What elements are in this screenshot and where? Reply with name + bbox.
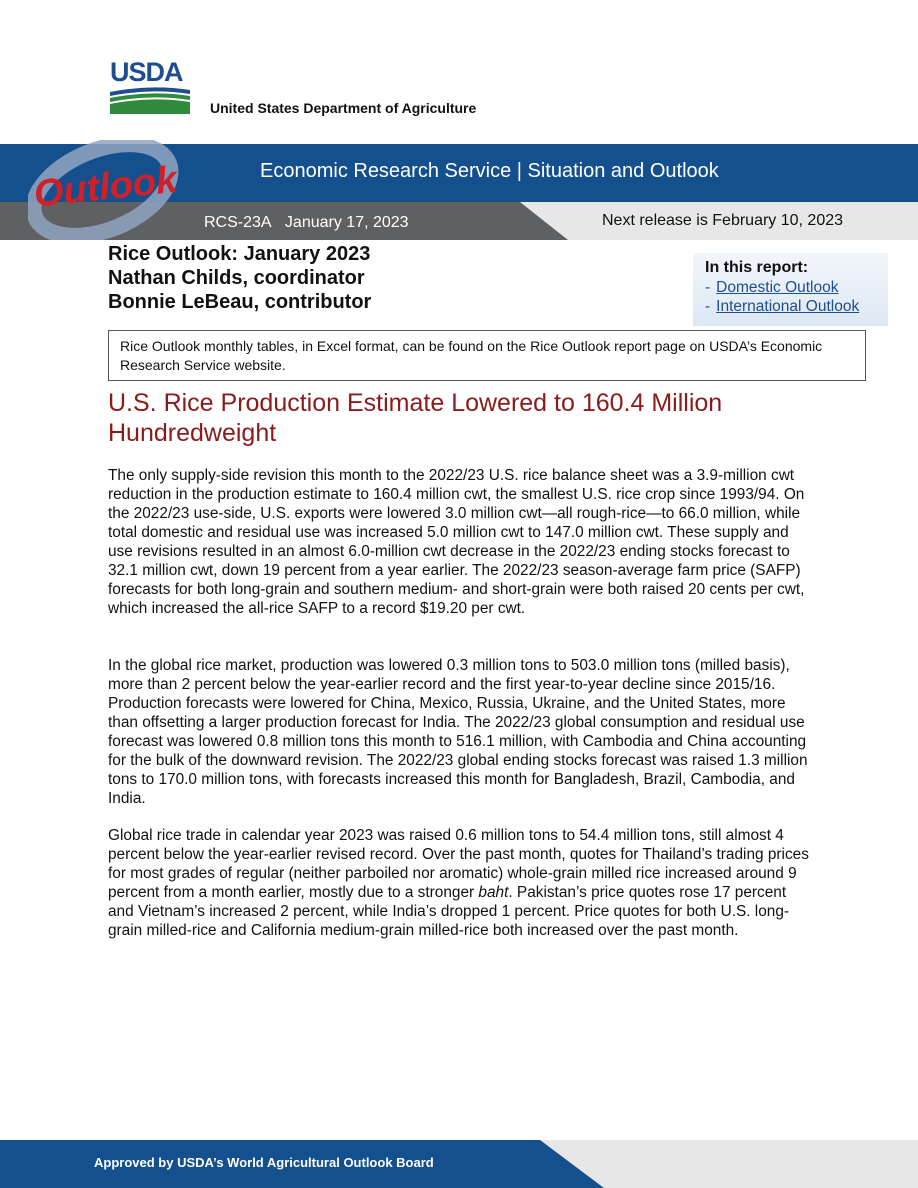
report-title-block <box>108 242 371 314</box>
report-id: RCS-23A <box>204 214 272 231</box>
paragraph-global-trade <box>108 826 816 940</box>
domestic-outlook-link[interactable]: Domestic Outlook <box>716 279 839 296</box>
baht-term: baht <box>478 884 509 901</box>
outlook-logo-text: Outlook <box>31 158 180 216</box>
paragraph-trade-part1: Global rice trade in calendar year 2023 was raised 0.6 million tons to 54.4 million tons, still almost 4 percent below the year-earlier revised record. Over the past month, quotes for Thailand’s trading prices for most grades of regular (neither parboiled nor aromatic) whole-grain milled rice increased around 9 percent from a month earlier, mostly due to a stronger <box>108 827 809 901</box>
report-coordinator: Nathan Childs, coordinator <box>108 267 365 289</box>
usda-logo-text: USDA <box>110 57 183 87</box>
next-release: Next release is February 10, 2023 <box>602 212 844 229</box>
banner-title: Economic Research Service | Situation and Outlook <box>260 160 719 182</box>
report-id-date <box>204 214 409 232</box>
footer-approval: Approved by USDA’s World Agricultural Outlook Board <box>94 1155 434 1170</box>
paragraph-domestic: The only supply-side revision this month to the 2022/23 U.S. rice balance sheet was a 3.9-million cwt reduction in the production estimate to 160.4 million cwt, the smallest U.S. rice crop since 1993/94. On the 2022/23 use-side, U.S. exports were lowered 3.0 million cwt—all rough-rice—to 66.0 million, while total domestic and residual use was increased 5.0 million cwt to 147.0 million cwt. These supply and use revisions resulted in an almost 6.0-million cwt decrease in the 2022/23 ending stocks forecast to 32.1 million cwt, down 19 percent from a year earlier. The 2022/23 season-average farm price (SAFP) forecasts for both long-grain and southern medium- and short-grain were both raised 20 cents per cwt, which increased the all-rice SAFP to a record $19.20 per cwt. <box>108 467 805 617</box>
headline: U.S. Rice Production Estimate Lowered to 160.4 Million Hundredweight <box>108 389 723 447</box>
toc-item-domestic: - Domestic Outlook <box>705 279 839 296</box>
paragraph-global-market: In the global rice market, production was lowered 0.3 million tons to 503.0 million tons (milled basis), more than 2 percent below the year-earlier record and the first year-to-year decline since 2015/16. Production forecasts were lowered for China, Mexico, Russia, Ukraine, and the United States, more than offsetting a larger production forecast for India. The 2022/23 global consumption and residual use forecast was lowered 0.8 million tons this month to 516.1 million, with Cambodia and China accounting for the bulk of the downward revision. The 2022/23 global ending stocks forecast was raised 1.3 million tons to 170.0 million tons, with forecasts increased this month for Bangladesh, Brazil, Cambodia, and India. <box>108 657 808 807</box>
toc-item-international: - International Outlook <box>705 298 860 315</box>
excel-tables-note: Rice Outlook monthly tables, in Excel format, can be found on the Rice Outlook report page on USDA’s Economic Research Service website. <box>108 330 866 381</box>
agency-name: United States Department of Agriculture <box>210 100 477 116</box>
usda-logo <box>110 58 190 114</box>
report-date: January 17, 2023 <box>284 214 409 231</box>
usda-waves-icon <box>110 86 190 114</box>
outlook-logo <box>28 140 186 240</box>
report-contributor: Bonnie LeBeau, contributor <box>108 291 372 313</box>
in-this-report-heading: In this report: <box>705 259 809 276</box>
paragraph-trade-part2: . Pakistan’s price quotes rose 17 percent and Vietnam’s increased 2 percent, while India’s dropped 1 percent. Price quotes for both U.S. long-grain milled-rice and California medium-grain milled-rice both increased over the past month. <box>108 884 790 939</box>
in-this-report-box <box>693 253 888 326</box>
report-title: Rice Outlook: January 2023 <box>108 243 371 265</box>
international-outlook-link[interactable]: International Outlook <box>716 298 860 315</box>
